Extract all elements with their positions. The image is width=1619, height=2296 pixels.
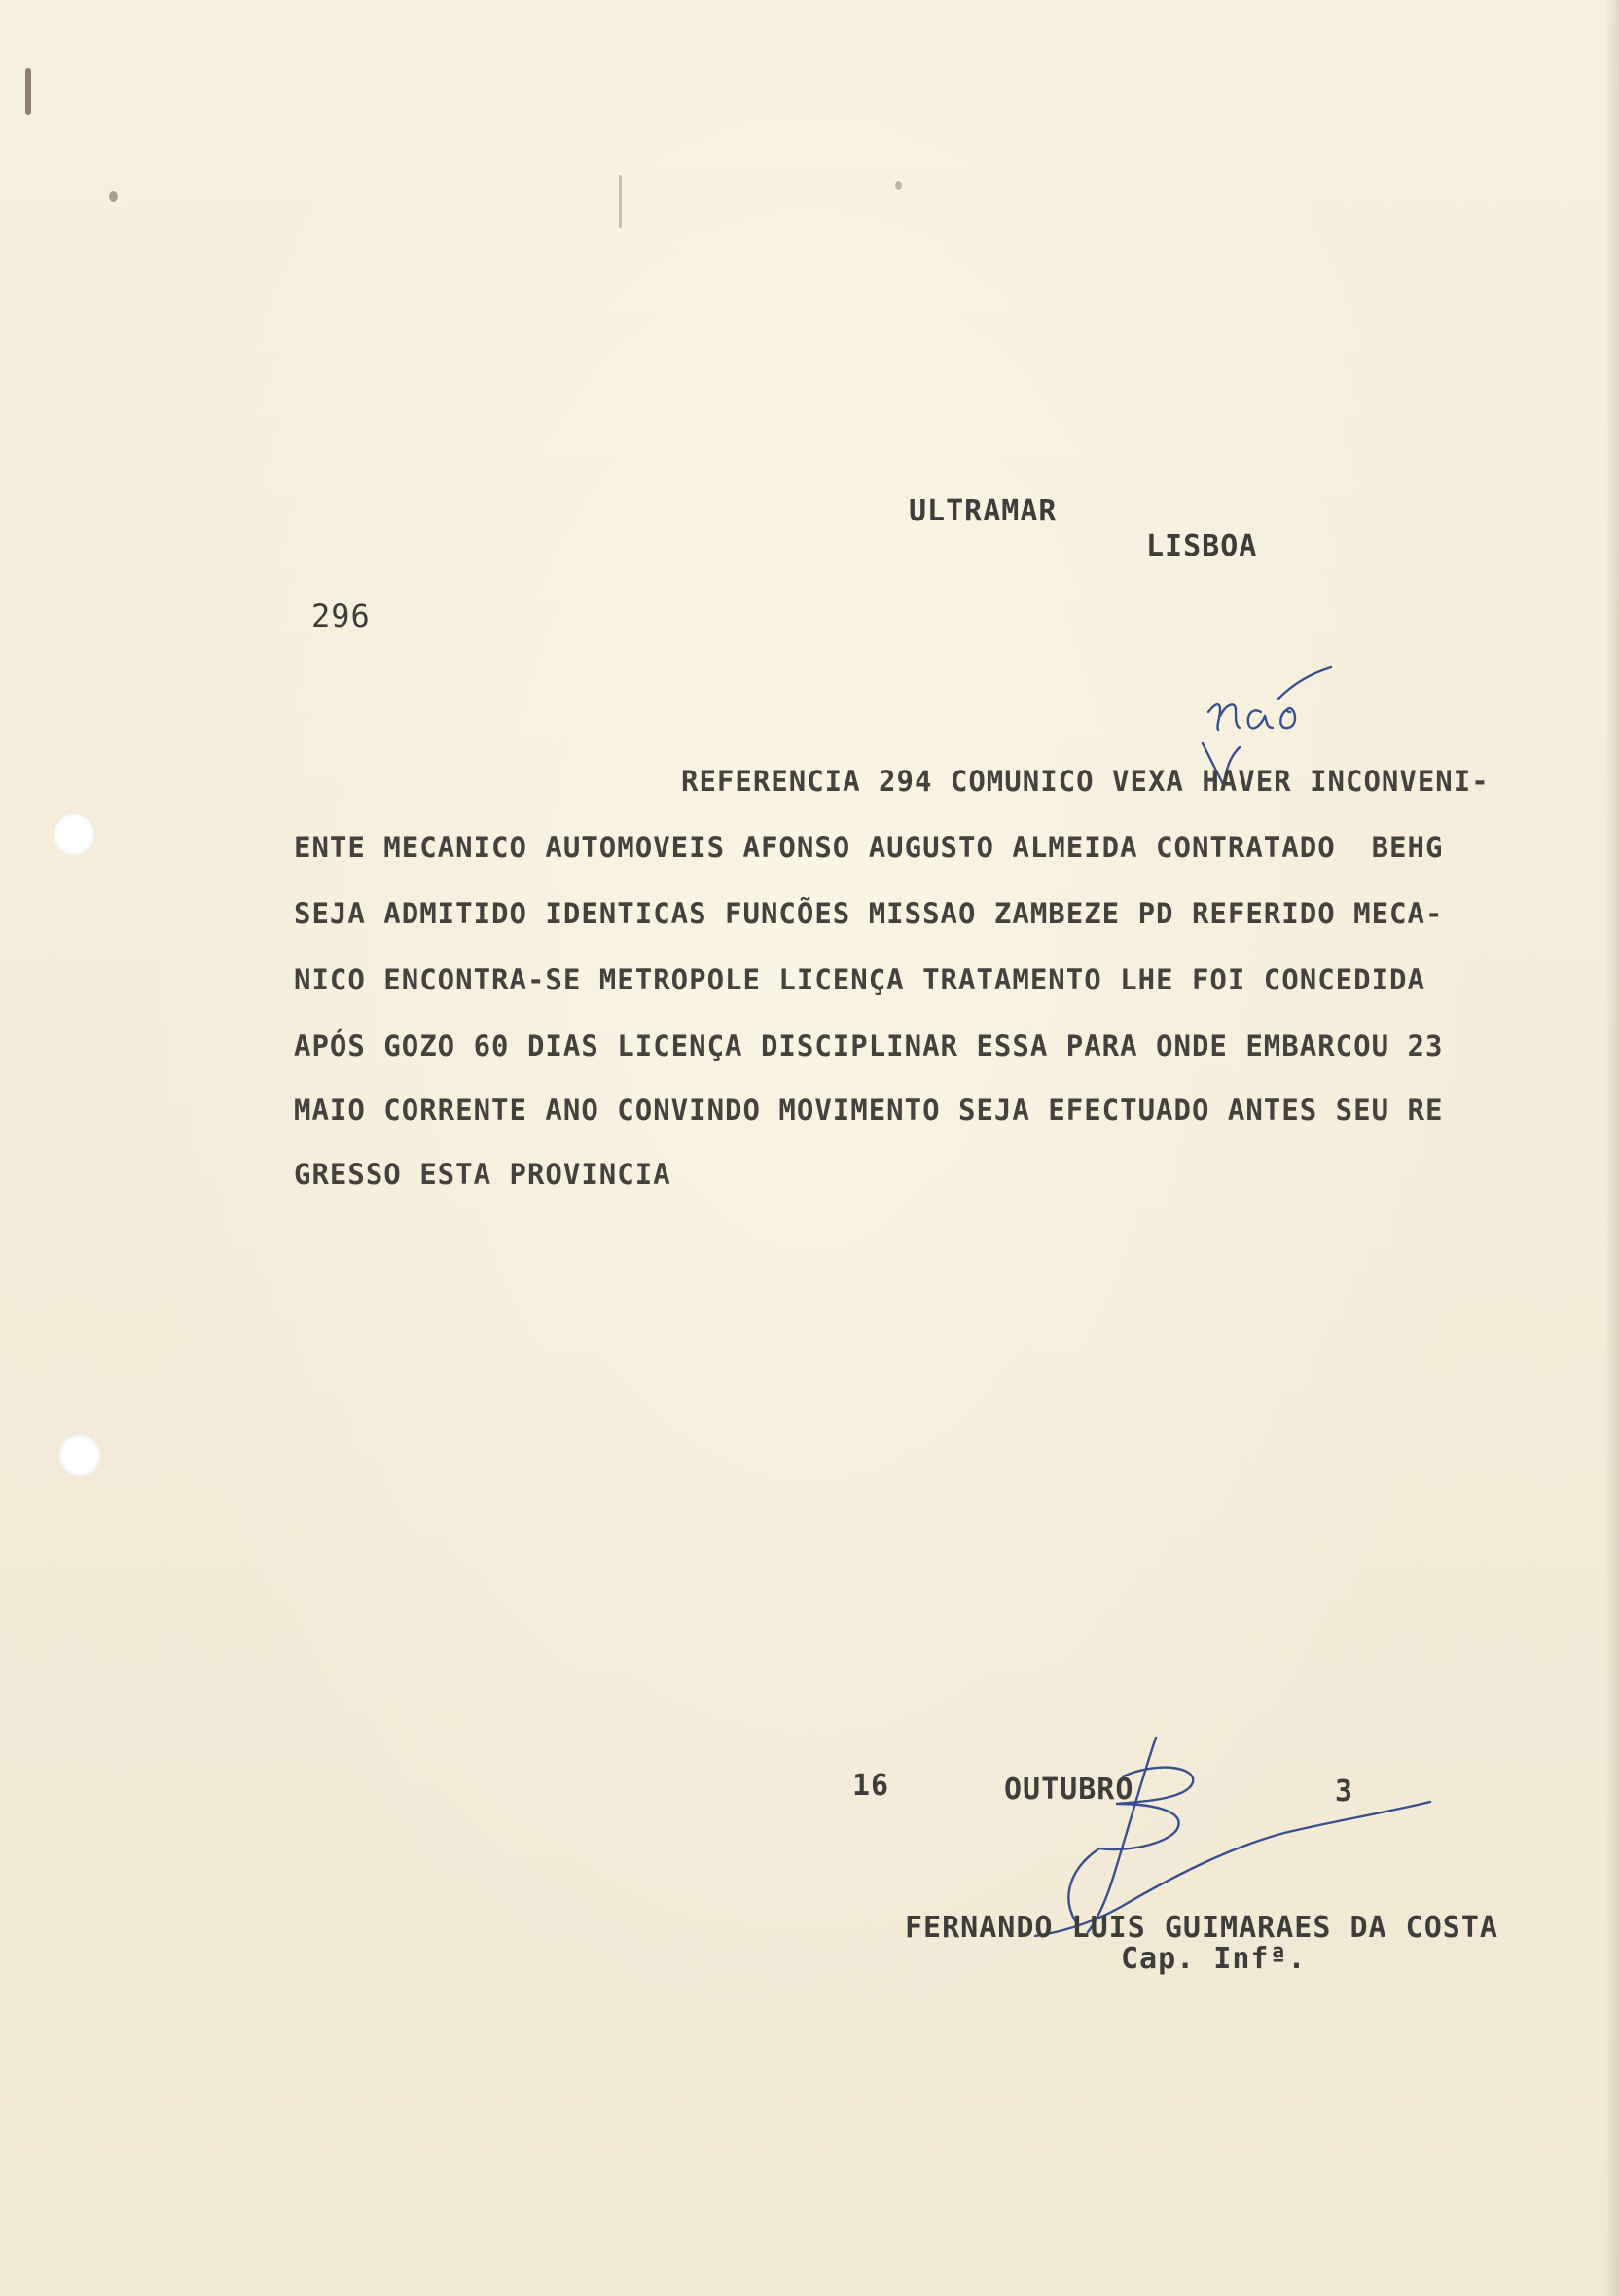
date-month: OUTUBRO (1004, 1773, 1134, 1807)
punch-hole-top (53, 813, 95, 856)
destination-label: ULTRAMAR (909, 494, 1058, 528)
body-line-2: ENTE MECANICO AUTOMOVEIS AFONSO AUGUSTO ALMEIDA CONTRATADO BEHG (294, 831, 1444, 864)
date-year: 3 (1335, 1775, 1354, 1809)
city-label: LISBOA (1146, 529, 1258, 563)
body-line-1: REFERENCIA 294 COMUNICO VEXA HAVER INCONVENI- (681, 765, 1490, 798)
ink-speck (619, 175, 622, 228)
message-number: 296 (311, 597, 371, 634)
body-line-3: SEJA ADMITIDO IDENTICAS FUNCÕES MISSAO ZAMBEZE PD REFERIDO MECA- (294, 897, 1444, 930)
signatory-rank: Cap. Infª. (1121, 1942, 1307, 1976)
punch-hole-bottom (58, 1434, 101, 1477)
ink-speck (25, 68, 31, 115)
body-line-7: GRESSO ESTA PROVINCIA (294, 1158, 671, 1191)
ink-speck (109, 191, 118, 202)
paper-edge (1605, 0, 1619, 2296)
date-day: 16 (852, 1769, 890, 1803)
body-line-6: MAIO CORRENTE ANO CONVINDO MOVIMENTO SEJA EFECTUADO ANTES SEU RE (294, 1094, 1444, 1127)
body-line-4: NICO ENCONTRA-SE METROPOLE LICENÇA TRATAMENTO LHE FOI CONCEDIDA (294, 963, 1425, 996)
signatory-name: FERNANDO LUIS GUIMARAES DA COSTA (905, 1911, 1498, 1945)
ink-speck (895, 181, 902, 190)
body-line-5: APÓS GOZO 60 DIAS LICENÇA DISCIPLINAR ESSA PARA ONDE EMBARCOU 23 (294, 1029, 1444, 1062)
